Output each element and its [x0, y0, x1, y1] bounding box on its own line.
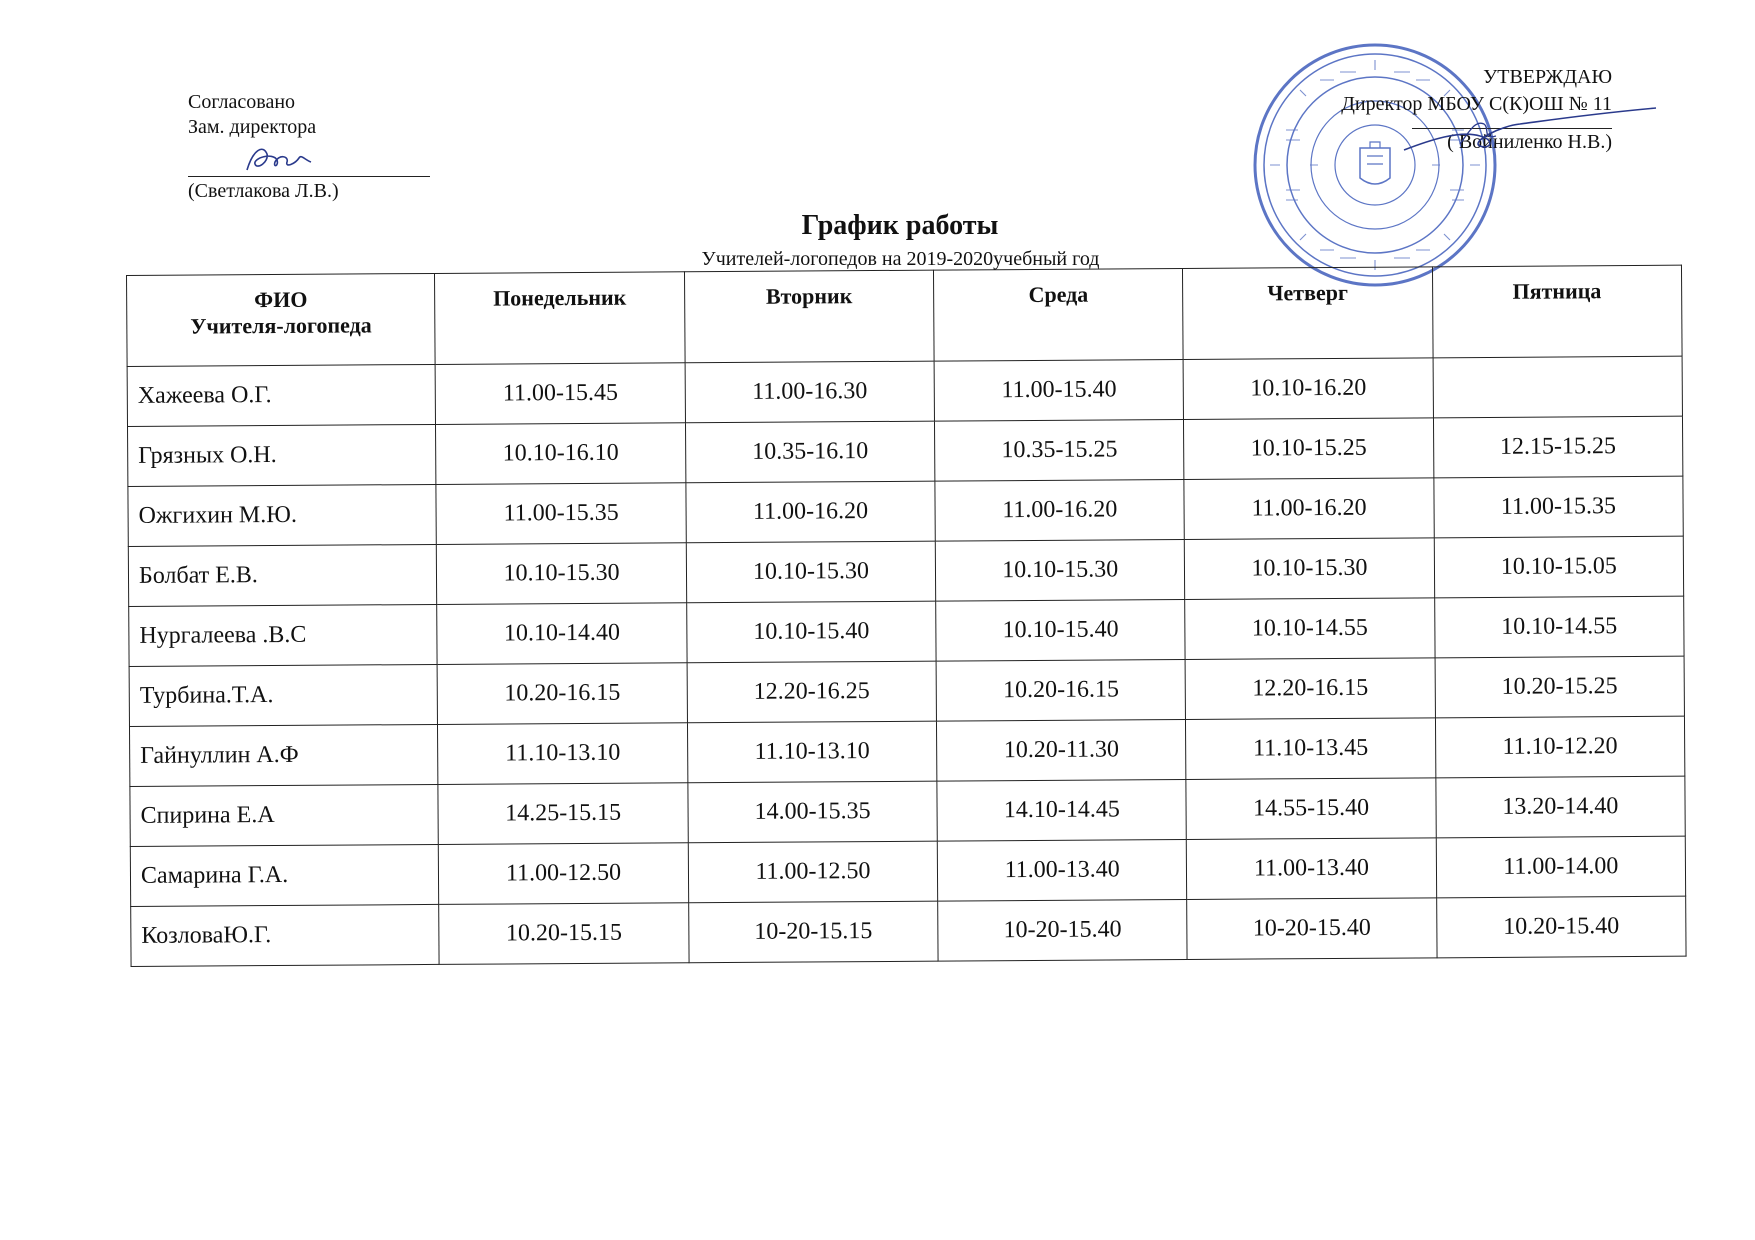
- hours-cell: 10.10-14.55: [1434, 596, 1684, 658]
- hours-cell: 11.10-13.10: [438, 723, 688, 785]
- hours-cell: 10.10-15.30: [686, 541, 936, 603]
- hours-cell: 13.20-14.40: [1436, 776, 1686, 838]
- agreed-label: Согласовано: [188, 91, 296, 113]
- table-row: [130, 776, 1685, 846]
- hours-cell: 14.55-15.40: [1186, 778, 1436, 840]
- teacher-name: Турбина.Т.А.: [129, 664, 438, 726]
- deputy-signature: [243, 140, 313, 176]
- deputy-signature-line: [188, 140, 430, 177]
- hours-cell: 11.10-13.10: [687, 721, 937, 783]
- teacher-name: Гайнуллин А.Ф: [129, 724, 438, 786]
- hours-cell: 10.10-14.55: [1185, 598, 1435, 660]
- hours-cell: 10-20-15.40: [938, 899, 1188, 961]
- hours-cell: 10-20-15.15: [689, 901, 939, 963]
- table-row: [128, 416, 1683, 486]
- header-tuesday: Вторник: [684, 270, 934, 363]
- hours-cell: 10.10-15.30: [437, 543, 687, 605]
- hours-cell: 11.00-16.20: [1184, 478, 1434, 540]
- teacher-name: Болбат Е.В.: [128, 544, 437, 606]
- hours-cell: 11.00-12.50: [439, 843, 689, 905]
- hours-cell: 12.20-16.25: [687, 661, 937, 723]
- director-signature: [1400, 100, 1660, 160]
- table-row: [129, 656, 1684, 726]
- hours-cell: 10.20-11.30: [937, 719, 1187, 781]
- hours-cell: 11.00-14.00: [1436, 836, 1686, 898]
- hours-cell: 10.10-15.30: [1185, 538, 1435, 600]
- hours-cell: 12.15-15.25: [1433, 416, 1683, 478]
- hours-cell: 11.00-16.20: [935, 479, 1185, 541]
- director-position: Директор МБОУ С(К)ОШ № 11: [1341, 93, 1612, 115]
- hours-cell: 10.20-15.40: [1436, 896, 1686, 958]
- hours-cell: 11.00-15.40: [934, 359, 1184, 421]
- teacher-name: Грязных О.Н.: [128, 424, 437, 486]
- hours-cell: [1433, 356, 1683, 418]
- header-friday: Пятница: [1432, 265, 1682, 358]
- table-row: [128, 476, 1683, 546]
- hours-cell: 11.00-16.30: [685, 361, 935, 423]
- header-name-line1: ФИО: [254, 286, 308, 313]
- teacher-name: КозловаЮ.Г.: [131, 904, 440, 966]
- hours-cell: 10.20-15.15: [439, 903, 689, 965]
- hours-cell: 11.00-13.40: [1187, 838, 1437, 900]
- hours-cell: 10.10-16.20: [1183, 358, 1433, 420]
- teacher-name: Ожгихин М.Ю.: [128, 484, 437, 546]
- hours-cell: 10.20-16.15: [936, 659, 1186, 721]
- table-row: [130, 836, 1685, 906]
- hours-cell: 10.20-15.25: [1435, 656, 1685, 718]
- director-name: ( Войниленко Н.В.): [1447, 131, 1612, 153]
- hours-cell: 10.20-16.15: [437, 663, 687, 725]
- table-row: [129, 596, 1684, 666]
- hours-cell: 11.00-15.45: [435, 363, 685, 425]
- hours-cell: 10.35-16.10: [685, 421, 935, 483]
- header-name-line2: Учителя-логопеда: [190, 312, 372, 339]
- hours-cell: 14.10-14.45: [937, 779, 1187, 841]
- hours-cell: 10.10-15.25: [1184, 418, 1434, 480]
- document-title: График работы: [801, 210, 999, 241]
- schedule-table: [126, 265, 1687, 967]
- teacher-name: Хажеева О.Г.: [127, 364, 436, 426]
- hours-cell: 10.10-14.40: [437, 603, 687, 665]
- approval-left-block: [188, 90, 430, 204]
- hours-cell: 10.35-15.25: [935, 419, 1185, 481]
- hours-cell: 11.00-13.40: [937, 839, 1187, 901]
- hours-cell: 11.00-15.35: [436, 483, 686, 545]
- hours-cell: 14.00-15.35: [688, 781, 938, 843]
- header-monday: Понедельник: [435, 272, 685, 365]
- hours-cell: 10.10-15.30: [935, 539, 1185, 601]
- document-subtitle: Учителей-логопедов на 2019-2020учебный год: [701, 248, 1100, 270]
- hours-cell: 14.25-15.15: [438, 783, 688, 845]
- hours-cell: 11.00-15.35: [1434, 476, 1684, 538]
- hours-cell: 11.00-12.50: [688, 841, 938, 903]
- hours-cell: 10-20-15.40: [1187, 898, 1437, 960]
- teacher-name: Самарина Г.А.: [130, 844, 439, 906]
- hours-cell: 12.20-16.15: [1185, 658, 1435, 720]
- table-row: [129, 716, 1684, 786]
- header-name-column: [127, 273, 436, 366]
- header-thursday: Четверг: [1183, 267, 1433, 360]
- table-row: [131, 896, 1686, 966]
- hours-cell: 11.00-16.20: [686, 481, 936, 543]
- approve-label: УТВЕРЖДАЮ: [1483, 66, 1612, 88]
- hours-cell: 10.10-16.10: [436, 423, 686, 485]
- header-wednesday: Среда: [934, 268, 1184, 361]
- hours-cell: 11.10-13.45: [1186, 718, 1436, 780]
- hours-cell: 10.10-15.40: [687, 601, 937, 663]
- deputy-name: (Светлакова Л.В.): [188, 180, 339, 202]
- table-row: [128, 536, 1683, 606]
- hours-cell: 10.10-15.40: [936, 599, 1186, 661]
- teacher-name: Нургалеева .В.С: [129, 604, 438, 666]
- teacher-name: Спирина Е.А: [130, 784, 439, 846]
- hours-cell: 11.10-12.20: [1435, 716, 1685, 778]
- table-row: [127, 356, 1682, 426]
- deputy-position: Зам. директора: [188, 116, 317, 138]
- table-header-row: [127, 265, 1683, 366]
- hours-cell: 10.10-15.05: [1434, 536, 1684, 598]
